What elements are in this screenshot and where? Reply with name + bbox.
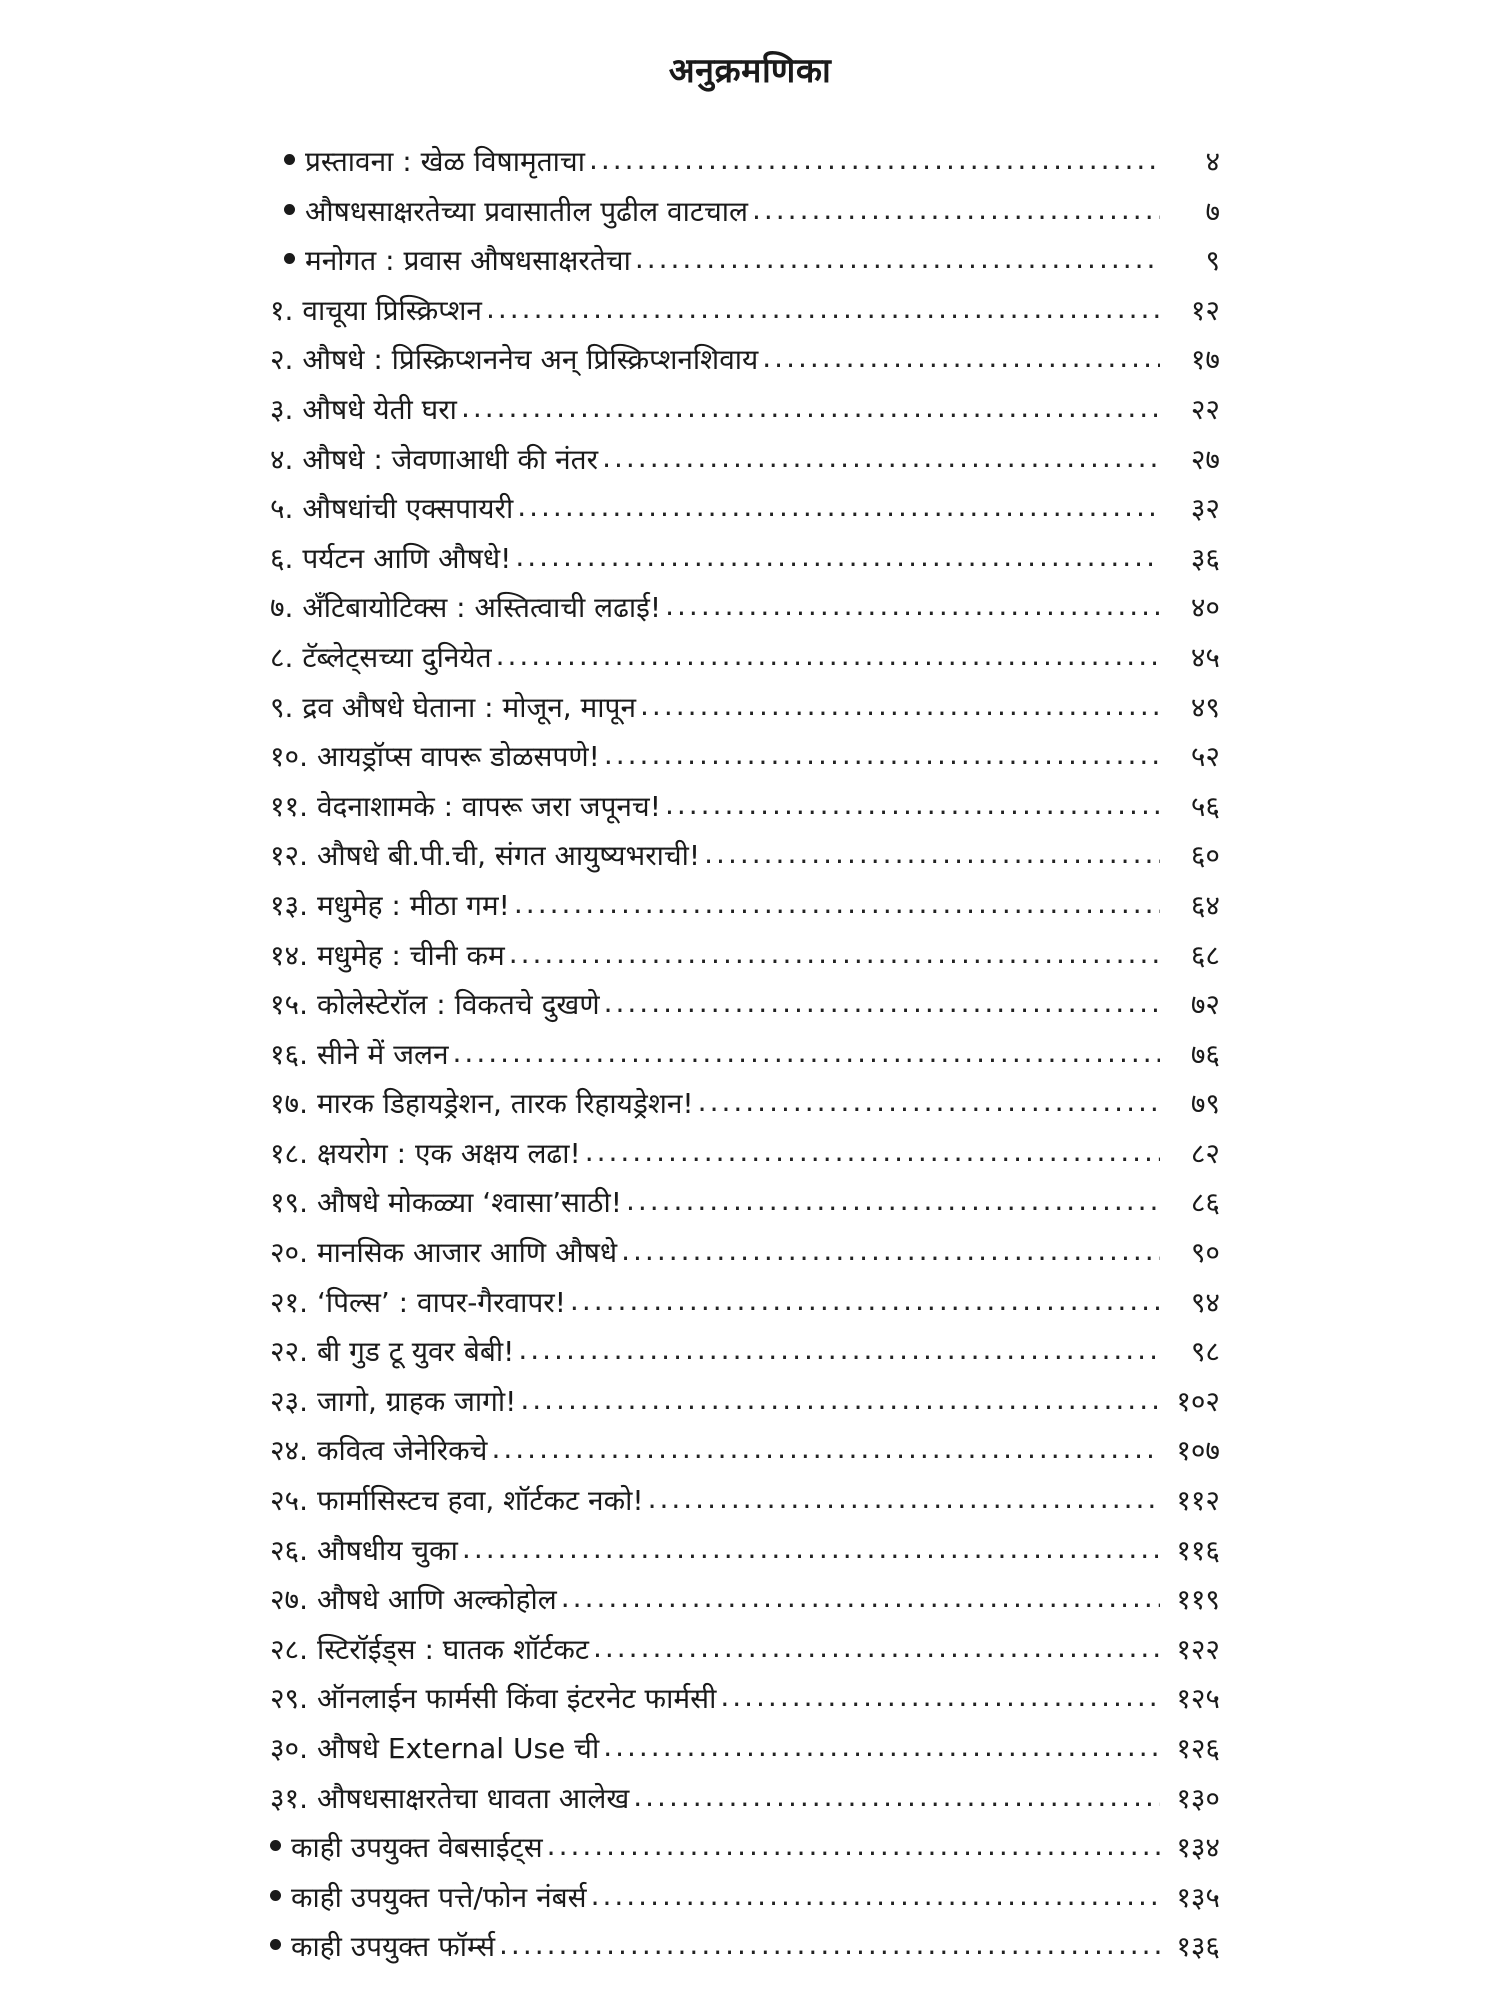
dot-leader [648,1482,1160,1515]
entry-page-number: ११२ [1176,1484,1220,1518]
toc-entry [270,1332,1220,1382]
page-title: अनुक्रमणिका [668,51,832,91]
toc-entry [270,539,1220,589]
entry-number: २७. [270,1583,309,1617]
toc-entry [270,1481,1220,1531]
dot-leader [665,788,1160,821]
entry-number: ३. [270,392,294,426]
entry-title: औषधे येती घरा [302,392,457,426]
bullet-icon [270,1939,281,1950]
entry-title: फार्मासिस्टच हवा, शॉर्टकट नको! [316,1484,644,1518]
toc-entry [270,1779,1220,1829]
entry-number: १७. [270,1087,309,1121]
dot-leader [585,1135,1160,1168]
entry-page-number: १२५ [1176,1682,1220,1716]
table-of-contents [270,142,1220,1977]
dot-leader [461,391,1160,424]
entry-page-number: ६४ [1190,888,1220,922]
entry-title: औषधे आणि अल्कोहोल [316,1583,557,1617]
dot-leader [520,1383,1160,1416]
entry-title: अँटिबायोटिक्स : अस्तित्वाची लढाई! [302,591,662,625]
entry-number: ३१. [270,1781,309,1815]
entry-number: २८. [270,1632,309,1666]
entry-title: औषधे : प्रिस्क्रिप्शननेच अन् प्रिस्क्रिप्शनशिवाय [302,343,759,377]
entry-title: द्रव औषधे घेताना : मोजून, मापून [302,690,637,724]
entry-title: मानसिक आजार आणि औषधे [316,1236,618,1270]
entry-page-number: ९ [1205,244,1220,278]
dot-leader [517,490,1160,523]
dot-leader [491,1432,1160,1465]
entry-page-number: ९८ [1190,1335,1220,1369]
toc-entry [270,1035,1220,1085]
entry-title: मारक डिहायड्रेशन, तारक रिहायड्रेशन! [316,1087,694,1121]
entry-page-number: १२ [1190,293,1220,327]
entry-number: ८. [270,640,294,674]
toc-entry [270,340,1220,390]
dot-leader [499,1928,1160,1961]
entry-number: १३. [270,888,309,922]
entry-page-number: ६८ [1190,938,1220,972]
entry-title: ऑनलाईन फार्मसी किंवा इंटरनेट फार्मसी [316,1682,717,1716]
entry-title: टॅब्लेट्सच्या दुनियेत [302,640,492,674]
entry-page-number: ८६ [1190,1186,1220,1220]
toc-entry [270,1878,1220,1928]
entry-title: औषधसाक्षरतेच्या प्रवासातील पुढील वाटचाल [305,194,748,228]
entry-number: १२. [270,839,309,873]
dot-leader [604,738,1160,771]
entry-page-number: १२६ [1176,1732,1220,1765]
dot-leader [593,1631,1160,1664]
entry-number: १९. [270,1186,309,1220]
toc-entry [270,440,1220,490]
entry-page-number: ११६ [1176,1533,1220,1567]
dot-leader [698,1085,1160,1118]
toc-entry [270,1431,1220,1481]
entry-number: ६. [270,541,294,575]
entry-page-number: ३६ [1190,541,1220,575]
entry-page-number: २७ [1190,442,1220,476]
entry-title: क्षयरोग : एक अक्षय लढा! [316,1136,581,1170]
entry-title: औषधांची एक्सपायरी [302,492,514,526]
dot-leader [496,639,1160,672]
toc-entry [270,1183,1220,1233]
entry-page-number: ८२ [1190,1136,1220,1170]
entry-page-number: १०२ [1176,1384,1220,1418]
toc-entry [270,688,1220,738]
entry-title: कवित्व जेनेरिकचे [316,1434,488,1468]
toc-entry [270,1679,1220,1729]
dot-leader [762,341,1160,374]
entry-title: काही उपयुक्त पत्ते/फोन नंबर्स [291,1880,587,1914]
entry-title: औषधे बी.पी.ची, संगत आयुष्यभराची! [316,839,701,873]
entry-number: १५. [270,988,309,1022]
dot-leader [720,1680,1160,1713]
entry-title: आयड्रॉप्स वापरू डोळसपणे! [316,740,600,774]
entry-title: ‘पिल्स’ : वापर-गैरवापर! [316,1285,566,1319]
toc-entry [270,985,1220,1035]
bullet-icon [284,253,295,264]
entry-number: ५. [270,492,294,526]
entry-title: काही उपयुक्त फॉर्म्स [291,1930,496,1964]
entry-page-number: ४ [1205,145,1220,178]
entry-title: मधुमेह : मीठा गम! [316,888,510,922]
dot-leader [518,1333,1160,1366]
entry-title: पर्यटन आणि औषधे! [302,541,512,575]
bullet-icon [270,1890,281,1901]
entry-page-number: ९० [1190,1236,1220,1270]
entry-title: औषधे मोकळ्या ‘श्वासा’साठी! [316,1186,622,1220]
toc-entry [270,787,1220,837]
dot-leader [603,1730,1160,1763]
toc-entry [270,390,1220,440]
toc-entry [270,489,1220,539]
entry-title: मनोगत : प्रवास औषधसाक्षरतेचा [305,244,631,278]
entry-number: २०. [270,1236,309,1270]
entry-title: वाचूया प्रिस्क्रिप्शन [302,293,482,327]
toc-entry [270,638,1220,688]
dot-leader [547,1829,1160,1862]
entry-page-number: ४० [1190,591,1220,625]
dot-leader [486,292,1160,325]
entry-page-number: १३५ [1176,1880,1220,1914]
bullet-icon [284,154,295,165]
entry-title: जागो, ग्राहक जागो! [316,1384,517,1418]
entry-page-number: १३६ [1176,1930,1220,1964]
dot-leader [752,193,1160,226]
toc-entry [270,291,1220,341]
bullet-icon [284,204,295,215]
entry-title: औषधे External Use ची [316,1732,600,1765]
toc-entry [270,1233,1220,1283]
entry-number: १०. [270,740,309,774]
entry-title: औषधसाक्षरतेचा धावता आलेख [316,1781,630,1815]
entry-title: सीने में जलन [316,1037,449,1071]
entry-number: २६. [270,1533,309,1567]
toc-entry [270,1580,1220,1630]
entry-page-number: ५२ [1190,740,1220,774]
entry-number: ४. [270,442,294,476]
entry-page-number: ७२ [1190,988,1220,1022]
entry-title: बी गुड टू युवर बेबी! [316,1335,515,1369]
dot-leader [509,937,1160,970]
entry-number: २२. [270,1335,309,1369]
toc-entry [270,886,1220,936]
entry-number: ९. [270,690,294,724]
entry-number: १६. [270,1037,309,1071]
entry-number: ११. [270,789,309,823]
dot-leader [626,1184,1160,1217]
entry-page-number: १२२ [1176,1632,1220,1666]
entry-page-number: १३० [1176,1781,1220,1815]
bullet-icon [270,1840,281,1851]
entry-page-number: २२ [1190,392,1220,426]
entry-number: १४. [270,938,309,972]
toc-entry [270,1382,1220,1432]
dot-leader [635,242,1160,275]
toc-entry [284,241,1220,291]
entry-page-number: ११९ [1176,1583,1220,1617]
toc-entry [270,588,1220,638]
entry-page-number: १७ [1190,343,1220,377]
entry-number: २१. [270,1285,309,1319]
toc-entry [270,1084,1220,1134]
entry-title: प्रस्तावना : खेळ विषामृताचा [305,145,585,178]
toc-entry [270,936,1220,986]
entry-number: २३. [270,1384,309,1418]
entry-title: औषधे : जेवणाआधी की नंतर [302,442,599,476]
dot-leader [665,589,1160,622]
dot-leader [591,1879,1160,1912]
toc-entry [270,1134,1220,1184]
dot-leader [621,1234,1160,1267]
toc-entry [270,836,1220,886]
toc-entry [270,1828,1220,1878]
toc-entry [284,192,1220,242]
dot-leader [633,1780,1160,1813]
entry-number: २४. [270,1434,309,1468]
toc-entry [270,1729,1220,1779]
entry-page-number: ३२ [1190,492,1220,526]
entry-title: स्टिरॉईड्स : घातक शॉर्टकट [316,1632,589,1666]
toc-entry [270,1630,1220,1680]
entry-number: १८. [270,1136,309,1170]
toc-entry [270,737,1220,787]
entry-number: ७. [270,591,294,625]
toc-entry [270,1283,1220,1333]
toc-entry [284,142,1220,192]
entry-page-number: ७९ [1190,1087,1220,1121]
dot-leader [704,837,1160,870]
dot-leader [462,1532,1160,1565]
entry-title: वेदनाशामके : वापरू जरा जपूनच! [316,789,661,823]
entry-title: औषधीय चुका [316,1533,458,1567]
entry-page-number: १०७ [1176,1434,1220,1468]
entry-number: २. [270,343,294,377]
dot-leader [570,1284,1160,1317]
dot-leader [604,986,1160,1019]
entry-number: २५. [270,1484,309,1518]
dot-leader [561,1581,1160,1614]
entry-page-number: ४९ [1190,690,1220,724]
entry-number: २९. [270,1682,309,1716]
entry-number: ३०. [270,1732,309,1765]
dot-leader [602,441,1160,474]
entry-page-number: १३४ [1176,1831,1220,1865]
entry-page-number: ७६ [1190,1037,1220,1071]
dot-leader [453,1036,1160,1069]
entry-title: काही उपयुक्त वेबसाईट्स [291,1831,543,1865]
dot-leader [640,689,1160,722]
dot-leader [589,143,1160,176]
entry-page-number: ५६ [1190,789,1220,823]
entry-page-number: ९४ [1190,1285,1220,1319]
entry-page-number: ६० [1190,839,1220,873]
entry-title: कोलेस्टेरॉल : विकतचे दुखणे [316,988,600,1022]
entry-page-number: ७ [1205,194,1220,228]
toc-entry [270,1927,1220,1977]
entry-number: १. [270,293,294,327]
entry-title: मधुमेह : चीनी कम [316,938,505,972]
dot-leader [514,887,1160,920]
dot-leader [515,540,1160,573]
entry-page-number: ४५ [1190,640,1220,674]
toc-entry [270,1531,1220,1581]
